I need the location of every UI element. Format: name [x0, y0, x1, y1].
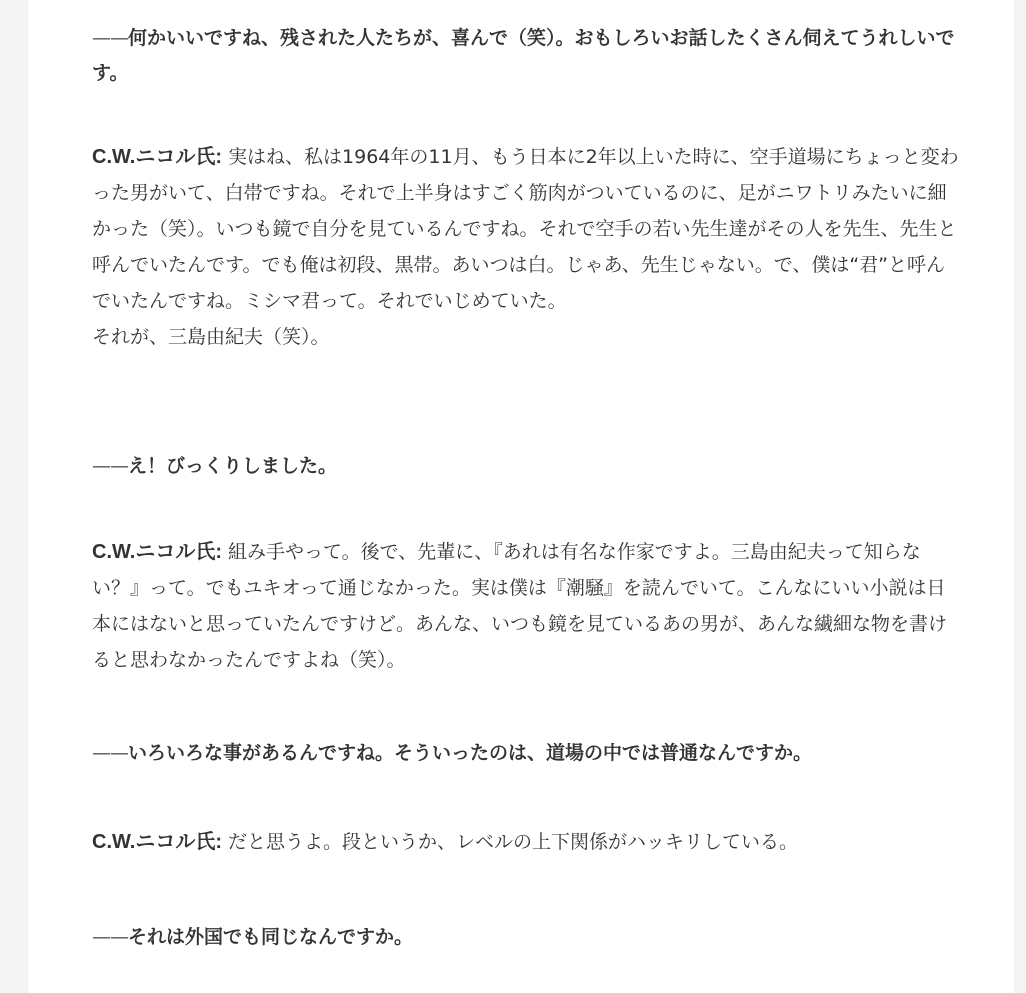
nicol-answer — [92, 824, 964, 860]
question-dash: —— — [92, 455, 128, 477]
answer-followup: それが、三島由紀夫（笑）。 — [92, 326, 330, 348]
nicol-answer — [92, 534, 964, 678]
interviewer-question — [92, 920, 964, 955]
nicol-answer — [92, 139, 964, 355]
answer-paragraph — [92, 534, 964, 678]
answer-text: 実はね、私は1964年の11月、もう日本に2年以上いた時に、空手道場にちょっと変わった男がいて、白帯ですね。それで上半身はすごく筋肉がついているのに、足がニワトリみたいに細かった（笑）。いつも鏡で自分を見ているんですね。それで空手の若い先生達がその人を先生、先生と呼んでいたんです。でも俺は初段、黒帯。あいつは白。じゃあ、先生じゃない。で、僕は“君”と呼んでいたんですね。ミシマ君って。それでいじめていた。 — [92, 146, 959, 312]
article-body — [28, 0, 1014, 993]
question-dash: —— — [92, 926, 128, 948]
interviewer-question — [92, 449, 964, 484]
answer-text: 組み手やって。後で、先輩に、『あれは有名な作家ですよ。三島由紀夫って知らない？』って。でもユキオって通じなかった。実は僕は『潮騒』を読んでいて。こんなにいい小説は日本にはないと思っていたんですけど。あんな、いつも鏡を見ているあの男が、あんな繊細な物を書けると思わなかったんですよね（笑）。 — [92, 541, 948, 671]
question-text: え！びっくりしました。 — [128, 455, 338, 477]
question-text: それは外国でも同じなんですか。 — [128, 926, 414, 948]
answer-paragraph — [92, 139, 964, 319]
question-dash: —— — [92, 742, 128, 764]
answer-text: だと思うよ。段というか、レベルの上下関係がハッキリしている。 — [228, 831, 799, 853]
question-text: 何かいいですね、残された人たちが、喜んで（笑）。おもしろいお話したくさん伺えてうれしいです。 — [92, 27, 955, 84]
question-text: いろいろな事があるんですね。そういったのは、道場の中では普通なんですか。 — [128, 742, 813, 764]
speaker-label: C.W.ニコル氏: — [92, 541, 222, 563]
interviewer-question — [92, 736, 964, 771]
speaker-label: C.W.ニコル氏: — [92, 831, 222, 853]
interviewer-question — [92, 21, 964, 91]
answer-paragraph — [92, 824, 964, 860]
speaker-label: C.W.ニコル氏: — [92, 146, 222, 168]
question-dash: —— — [92, 27, 128, 49]
